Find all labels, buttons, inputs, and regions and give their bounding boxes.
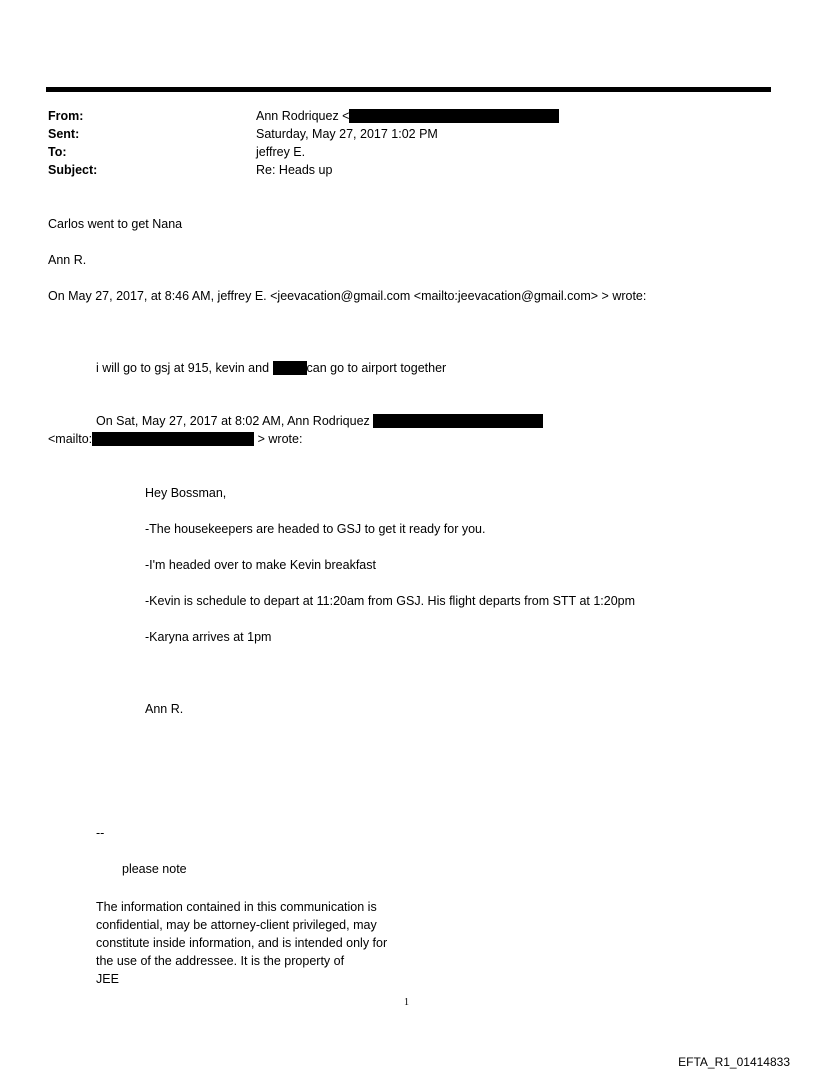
- signature-1: Ann R.: [48, 253, 87, 267]
- from-label: From:: [48, 109, 84, 123]
- header-rule: [46, 87, 771, 92]
- quote-header-2-text: On Sat, May 27, 2017 at 8:02 AM, Ann Rodriquez: [96, 414, 370, 428]
- redaction-bar: [373, 414, 543, 428]
- from-name: Ann Rodriquez <: [256, 109, 350, 123]
- disclaimer-line: confidential, may be attorney-client privileged, may: [96, 918, 377, 932]
- please-note: please note: [122, 862, 187, 876]
- redaction-bar: [349, 109, 559, 123]
- disclaimer-line: the use of the addressee. It is the property of: [96, 954, 345, 968]
- reply-text-end: can go to airport together: [306, 361, 447, 375]
- body-line-1: Carlos went to get Nana: [48, 217, 183, 231]
- sent-label: Sent:: [48, 127, 80, 141]
- list-item: -The housekeepers are headed to GSJ to get it ready for you.: [145, 522, 486, 536]
- subject-label: Subject:: [48, 163, 98, 177]
- disclaimer-line: The information contained in this communication is: [96, 900, 377, 914]
- list-item: -Kevin is schedule to depart at 11:20am from GSJ. His flight departs from STT at 1:20pm: [145, 594, 636, 608]
- mailto-prefix: <mailto:: [48, 432, 93, 446]
- disclaimer-line: constitute inside information, and is intended only for: [96, 936, 388, 950]
- document-id: EFTA_R1_01414833: [678, 1055, 790, 1069]
- to-label: To:: [48, 145, 67, 159]
- sent-value: Saturday, May 27, 2017 1:02 PM: [256, 127, 438, 141]
- disclaimer: [96, 898, 387, 988]
- redaction-bar: [273, 361, 307, 375]
- wrote-text: > wrote:: [257, 432, 303, 446]
- disclaimer-line: JEE: [96, 972, 119, 986]
- greeting: Hey Bossman,: [145, 486, 227, 500]
- reply-line: [96, 361, 446, 376]
- subject-value: Re: Heads up: [256, 163, 333, 177]
- to-value: jeffrey E.: [256, 145, 306, 159]
- from-value: [256, 109, 559, 124]
- list-item: -Karyna arrives at 1pm: [145, 630, 272, 644]
- reply-text-start: i will go to gsj at 915, kevin and: [96, 361, 270, 375]
- quote-header-2-mailto: [48, 432, 302, 447]
- page-number: 1: [404, 997, 409, 1008]
- quote-header-1: On May 27, 2017, at 8:46 AM, jeffrey E. <jeevacation@gmail.com <mailto:jeevacation@gmail.com> > wrote:: [48, 289, 647, 303]
- signature-2: Ann R.: [145, 702, 184, 716]
- list-item: -I'm headed over to make Kevin breakfast: [145, 558, 376, 572]
- signature-separator: --: [96, 826, 105, 840]
- quote-header-2: [96, 414, 543, 429]
- redaction-bar: [92, 432, 254, 446]
